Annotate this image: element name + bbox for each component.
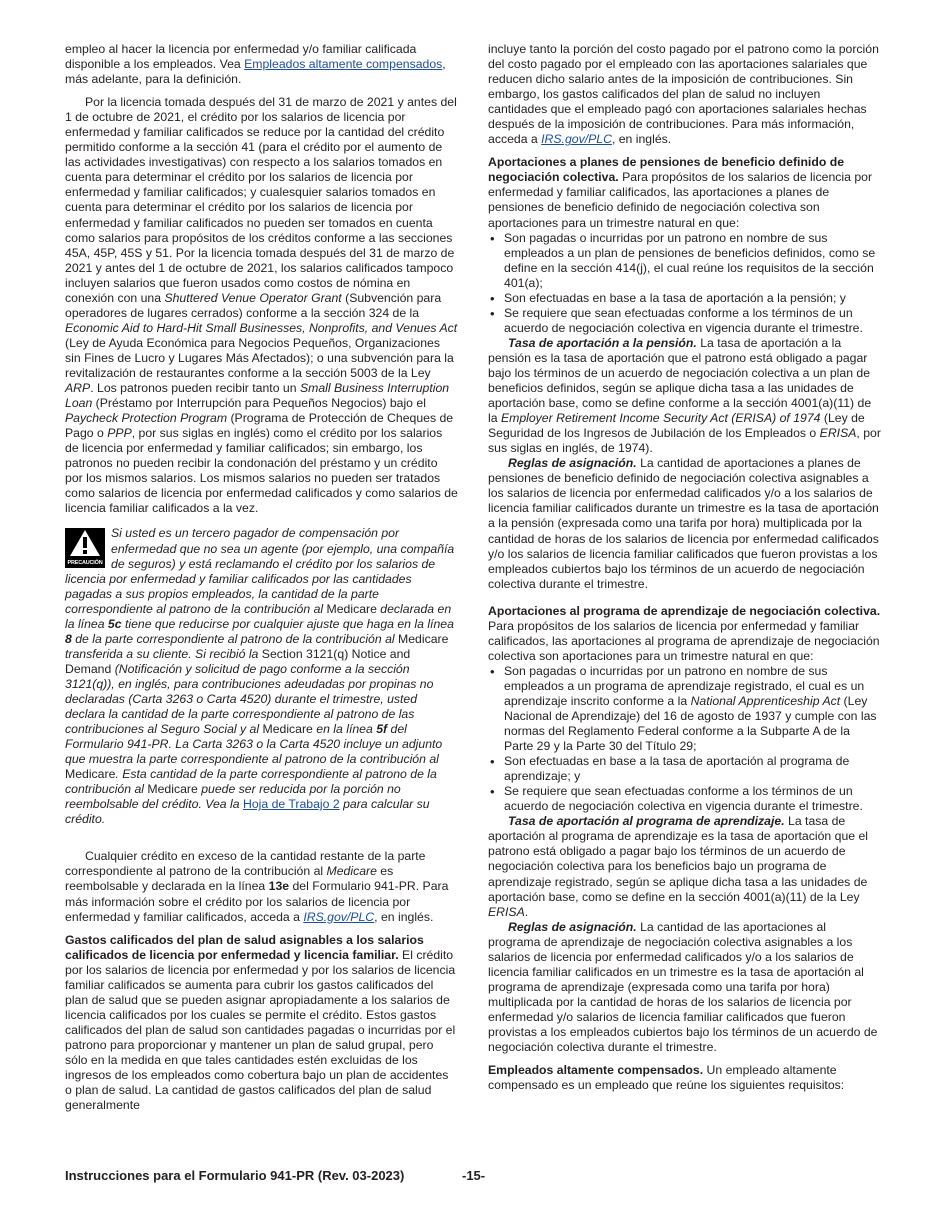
page-number: -15- [462,1168,486,1183]
paragraph-health-plan-continuation: incluye tanto la porción del costo pagado por el patrono como la porción del costo pagado por el empleado con las aportaciones salariales que reducen dicho salario antes de la imposición de contribuciones. Sin embargo, los gastos calificados del plan de salud no incluyen cantidades que el empleado pagó con aportaciones salariales hechas después de la imposición de contribuciones. Para más información, acceda a IRS.gov/PLC, en inglés. [488,42,879,147]
section-heading: Aportaciones a planes de pensiones de beneficio definido de negociación colectiva. [488,155,845,185]
apprenticeship-requirements-list [488,664,881,814]
list-item: • Son pagadas o incurridas por un patrono en nombre de sus empleados a un programa de aprendizaje registrado, el cual es un aprendizaje inscrito conforme a la National Apprenticeship Act (Ley Nacional de Aprendizaje) del 16 de agosto de 1937 y cumple con las normas del Reglamento Federal conforme a la Subparte A de la Parte 29 y la Parte 30 del Título 29; [488,664,881,754]
section-highly-compensated: Empleados altamente compensados. Un empleado altamente compensado es un empleado que reúne los siguientes requisitos: [488,1063,845,1093]
list-item: • Son pagadas o incurridas por un patrono en nombre de sus empleados a un plan de pensiones de beneficios definidos, como se define en la sección 414(j), el cual reúne los requisitos de la sección 401(a); [488,231,881,291]
caution-icon-label: PRECAUCIÓN [67,560,103,567]
list-item: • Se requiere que sean efectuadas conforme a los términos de un acuerdo de negociación colectiva en vigencia durante el trimestre. [488,784,881,814]
paragraph-leave-after-march: Por la licencia tomada después del 31 de marzo de 2021 y antes del 1 de octubre de 2021, el crédito por los salarios de licencia por enfermedad y familiar calificados se reduce por la cantidad del crédito permitido conforme a la sección 41 (para el crédito por el aumento de las actividades investigativas) con respecto a los salarios tomados en cuenta para determinar el crédito por los salarios de licencia por enfermedad y familiar calificados; y cualesquier salarios tomados en cuenta para determinar el crédito por los salarios de licencia por enfermedad y familiar calificados no pueden ser tomados en cuenta como salarios para propósitos de los créditos conforme a las secciones 45A, 45P, 45S y 51. Por la licencia tomada después del 31 de marzo de 2021 y antes del 1 de octubre de 2021, los salarios calificados tampoco incluyen salarios que fueron usados como costos de nómina en conexión con una Shuttered Venue Operator Grant (Subvención para operadores de lugares cerrados) conforme a la sección 324 de la Economic Aid to Hard-Hit Small Businesses, Nonprofits, and Venues Act (Ley de Ayuda Económica para Negocios Pequeños, Organizaciones sin Fines de Lucro y Lugares Más Afectados); o una subvención para la revitalización de restaurantes conforme a la sección 5003 de la Ley ARP. Los patronos pueden recibir tanto un Small Business Interruption Loan (Préstamo por Interrupción para Pequeños Negocios) bajo el Paycheck Protection Program (Programa de Protección de Cheques de Pago o PPP, por sus siglas en inglés) como el crédito por los salarios de licencia por enfermedad y familiar calificados; sin embargo, los patronos no pueden recibir la condonación del préstamo y un crédito por los mismos salarios. Los mismos salarios no pueden ser tratados como salarios de licencia por enfermedad calificados y como salarios de licencia familiar calificados a la vez. [65,95,458,516]
left-column [65,42,458,1113]
link-empleados-altamente-compensados[interactable]: Empleados altamente compensados [244,57,443,72]
section-pension-contributions: Aportaciones a planes de pensiones de beneficio definido de negociación colectiva. Para propósitos de los salarios de licencia por enfermedad y familiar calificados, las aportaciones a planes de pensiones de beneficio definido de negociación colectiva son aportaciones para un trimestre natural en que: [488,155,873,230]
warning-triangle-icon [69,529,101,557]
page-footer [65,1168,885,1183]
paragraph-apprenticeship-rate: Tasa de aportación al programa de aprendizaje. La tasa de aportación al programa de aprendizaje es la tasa de aportación que el patrono está obligado a pagar bajo los términos de un acuerdo de negociación colectiva para los beneficios bajo un programa de aprendizaje registrado, según se aplique dicha tasa a las unidades de aportación base, como se define en la sección 4001(a)(11) de la Ley ERISA. [488,814,869,919]
link-irs-gov-plc[interactable]: IRS.gov/PLC [541,132,612,147]
caution-note: PRECAUCIÓN Si usted es un tercero pagador de compensación por enfermedad que no sea un agente (por ejemplo, una compañía de seguros) y está reclamando el crédito por los salarios de licencia por enfermedad y familiar calificados por las cantidades pagadas a sus propios empleados, la cantidad de la parte correspondiente al patrono de la contribución al Medicare declarada en la línea 5c tiene que reducirse por cualquier ajuste que haga en la línea 8 de la parte correspondiente al patrono de la contribución al Medicare transferida a su cliente. Si recibió la Section 3121(q) Notice and Demand (Notificación y solicitud de pago conforme a la sección 3121(q)), en inglés, para contribuciones adeudadas por propinas no declaradas (Carta 3263 o Carta 4520) durante el trimestre, usted declara la cantidad de la parte correspondiente al patrono de las contribuciones al Seguro Social y al Medicare en la línea 5f del Formulario 941-PR. La Carta 3263 o la Carta 4520 incluye un adjunto que muestra la parte correspondiente al patrono de la contribución al Medicare. Esta cantidad de la parte correspondiente al patrono de la contribución al Medicare puede ser reducida por la porción no reembolsable del crédito. Vea la Hoja de Trabajo 2 para calcular su crédito. [65,526,455,827]
paragraph-continuation: empleo al hacer la licencia por enfermedad y/o familiar calificada disponible a los empleados. Vea Empleados altamente compensados, más adelante, para la definición. [65,42,446,87]
subsection-heading: Reglas de asignación. [508,919,637,934]
paragraph-pension-allocation: Reglas de asignación. La cantidad de aportaciones a planes de pensiones de beneficio definido de negociación colectiva asignables a los salarios de licencia por enfermedad calificados y/o a los salarios de licencia familiar calificados durante un trimestre es la tasa de aportación a la pensión (expresada como una tarifa por hora) multiplicada por la cantidad de horas de los salarios de licencia por enfermedad calificados y/o los salarios de licencia familiar calificados que fueron provistas a los empleados cubiertos bajo los términos de un acuerdo de negociación colectiva durante el trimestre. [488,456,879,591]
list-item: • Se requiere que sean efectuadas conforme a los términos de un acuerdo de negociación colectiva en vigencia durante el trimestre. [488,306,881,336]
subsection-heading: Tasa de aportación a la pensión. [508,335,697,350]
section-heading: Empleados altamente compensados. [488,1063,704,1078]
link-hoja-de-trabajo-2[interactable]: Hoja de Trabajo 2 [242,797,340,812]
section-heading: Aportaciones al programa de aprendizaje de negociación colectiva. [488,603,881,618]
right-column [488,42,881,1093]
section-apprenticeship-contributions: Aportaciones al programa de aprendizaje de negociación colectiva. Para propósitos de los salarios de licencia por enfermedad y familiar calificados, las aportaciones al programa de aprendizaje de negociación colectiva son aportaciones para un trimestre natural en que: [488,603,881,663]
list-item: • Son efectuadas en base a la tasa de aportación a la pensión; y [488,291,881,306]
pension-requirements-list [488,231,881,336]
caution-icon [65,528,105,568]
section-health-plan-expenses: Gastos calificados del plan de salud asignables a los salarios calificados de licencia por enfermedad y licencia familiar. El crédito por los salarios de licencia por enfermedad y por los salarios de licencia familiar calificados se aumenta para cubrir los gastos calificados del plan de salud que se pueden asignar apropiadamente a los salarios de licencia calificados por los cuales se permite el crédito. Estos gastos calificados del plan de salud son cantidades pagadas o incurridas por el patrono para proporcionar y mantener un plan de salud grupal, pero sólo en la medida en que tales cantidades estén excluidas de los ingresos de los empleados como cobertura bajo un plan de accidentes o plan de salud. La cantidad de gastos calificados del plan de salud generalmente [65,932,456,1113]
paragraph-refundable-credit: Cualquier crédito en exceso de la cantidad restante de la parte correspondiente al patrono de la contribución al Medicare es reembolsable y declarada en la línea 13e del Formulario 941-PR. Para más información sobre el crédito por los salarios de licencia por enfermedad y familiar calificados, acceda a IRS.gov/PLC, en inglés. [65,849,449,924]
list-item: • Son efectuadas en base a la tasa de aportación al programa de aprendizaje; y [488,754,881,784]
subsection-heading: Reglas de asignación. [508,456,637,471]
subsection-heading: Tasa de aportación al programa de aprendizaje. [508,814,785,829]
footer-form-title: Instrucciones para el Formulario 941-PR (Rev. 03-2023) [65,1168,405,1183]
section-heading: Gastos calificados del plan de salud asignables a los salarios calificados de licencia por enfermedad y licencia familiar. [65,932,424,962]
paragraph-pension-rate: Tasa de aportación a la pensión. La tasa de aportación a la pensión es la tasa de aportación que el patrono está obligado a pagar bajo los términos de un acuerdo de negociación colectiva a un plan de beneficios definidos, según se aplique dicha tasa a las unidades de aportación base, como se define conforme a la sección 4001(a)(11) de la Employer Retirement Income Security Act (ERISA) of 1974 (Ley de Seguridad de los Ingresos de Jubilación de los Empleados o ERISA, por sus siglas en inglés, de 1974). [488,335,881,456]
paragraph-apprenticeship-allocation: Reglas de asignación. La cantidad de las aportaciones al programa de aprendizaje de negociación colectiva asignables a los salarios de licencia por enfermedad calificados y/o a los salarios de licencia familiar calificados en un trimestre es la tasa de aportación al programa de aprendizaje (expresada como una tarifa por hora) multiplicada por la cantidad de horas de los salarios de licencia por enfermedad y/o salarios de licencia familiar calificados que fueron provistas a los empleados cubiertos bajo los términos de un acuerdo de negociación colectiva durante el trimestre. [488,919,878,1055]
link-irs-gov-plc[interactable]: IRS.gov/PLC [303,909,375,924]
